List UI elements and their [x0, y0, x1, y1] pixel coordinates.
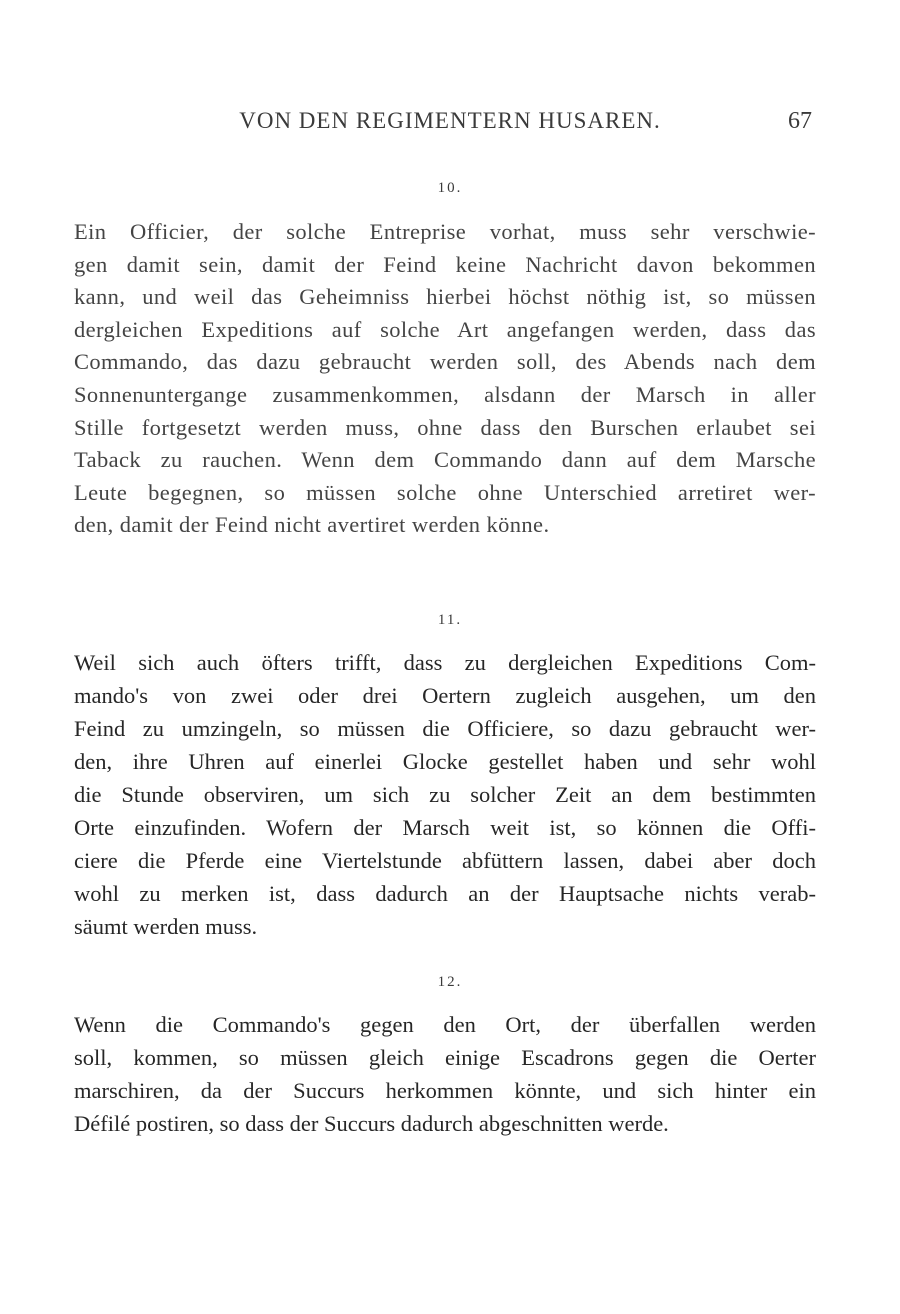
- text-line: Sonnenuntergange zusammenkommen, alsdann der Marsch in aller: [74, 381, 816, 407]
- text-line: Défilé postiren, so dass der Succurs dadurch abgeschnitten werde.: [74, 1111, 669, 1136]
- text-line: Stille fortgesetzt werden muss, ohne dass den Burschen erlaubet sei: [74, 414, 816, 440]
- paragraph-section-10: [74, 216, 816, 542]
- text-line: gen damit sein, damit der Feind keine Nachricht davon bekommen: [74, 251, 816, 277]
- paragraph-section-11: [74, 646, 816, 943]
- text-line: mando's von zwei oder drei Oertern zugleich ausgehen, um den: [74, 683, 816, 708]
- text-line: dergleichen Expeditions auf solche Art angefangen werden, dass das: [74, 316, 816, 342]
- section-number-11: 11.: [437, 612, 463, 628]
- text-line: Ein Officier, der solche Entreprise vorhat, muss sehr verschwie-: [74, 219, 816, 244]
- text-line: marschiren, da der Succurs herkommen könnte, und sich hinter ein: [74, 1078, 816, 1103]
- text-line: den, ihre Uhren auf einerlei Glocke gestellet haben und sehr wohl: [74, 749, 816, 774]
- text-line: Feind zu umzingeln, so müssen die Officiere, so dazu gebraucht wer-: [74, 716, 816, 741]
- section-number-10: 10.: [437, 180, 463, 196]
- text-line: Orte einzufinden. Wofern der Marsch weit ist, so können die Offi-: [74, 815, 816, 840]
- text-line: Commando, das dazu gebraucht werden soll, des Abends nach dem: [74, 349, 816, 375]
- text-line: Wenn die Commando's gegen den Ort, der überfallen werden: [74, 1012, 816, 1037]
- running-title: VON DEN REGIMENTERN HUSAREN.: [239, 108, 661, 133]
- text-line: Taback zu rauchen. Wenn dem Commando dann auf dem Marsche: [74, 447, 816, 473]
- text-line: Leute begegnen, so müssen solche ohne Unterschied arretiret wer-: [74, 479, 816, 505]
- text-line: soll, kommen, so müssen gleich einige Escadrons gegen die Oerter: [74, 1045, 816, 1070]
- text-line: wohl zu merken ist, dass dadurch an der Hauptsache nichts verab-: [74, 881, 816, 906]
- text-line: Weil sich auch öfters trifft, dass zu dergleichen Expeditions Com-: [74, 650, 816, 675]
- text-line: kann, und weil das Geheimniss hierbei höchst nöthig ist, so müssen: [74, 284, 816, 310]
- text-line: den, damit der Feind nicht avertiret werden könne.: [74, 512, 550, 538]
- section-number-12: 12.: [437, 974, 463, 990]
- text-line: säumt werden muss.: [74, 914, 258, 939]
- text-line: die Stunde observiren, um sich zu solcher Zeit an dem bestimmten: [74, 782, 816, 807]
- running-head: [0, 108, 900, 142]
- paragraph-section-12: [74, 1008, 816, 1140]
- page-number: 67: [788, 108, 812, 134]
- text-line: ciere die Pferde eine Viertelstunde abfüttern lassen, dabei aber doch: [74, 848, 816, 873]
